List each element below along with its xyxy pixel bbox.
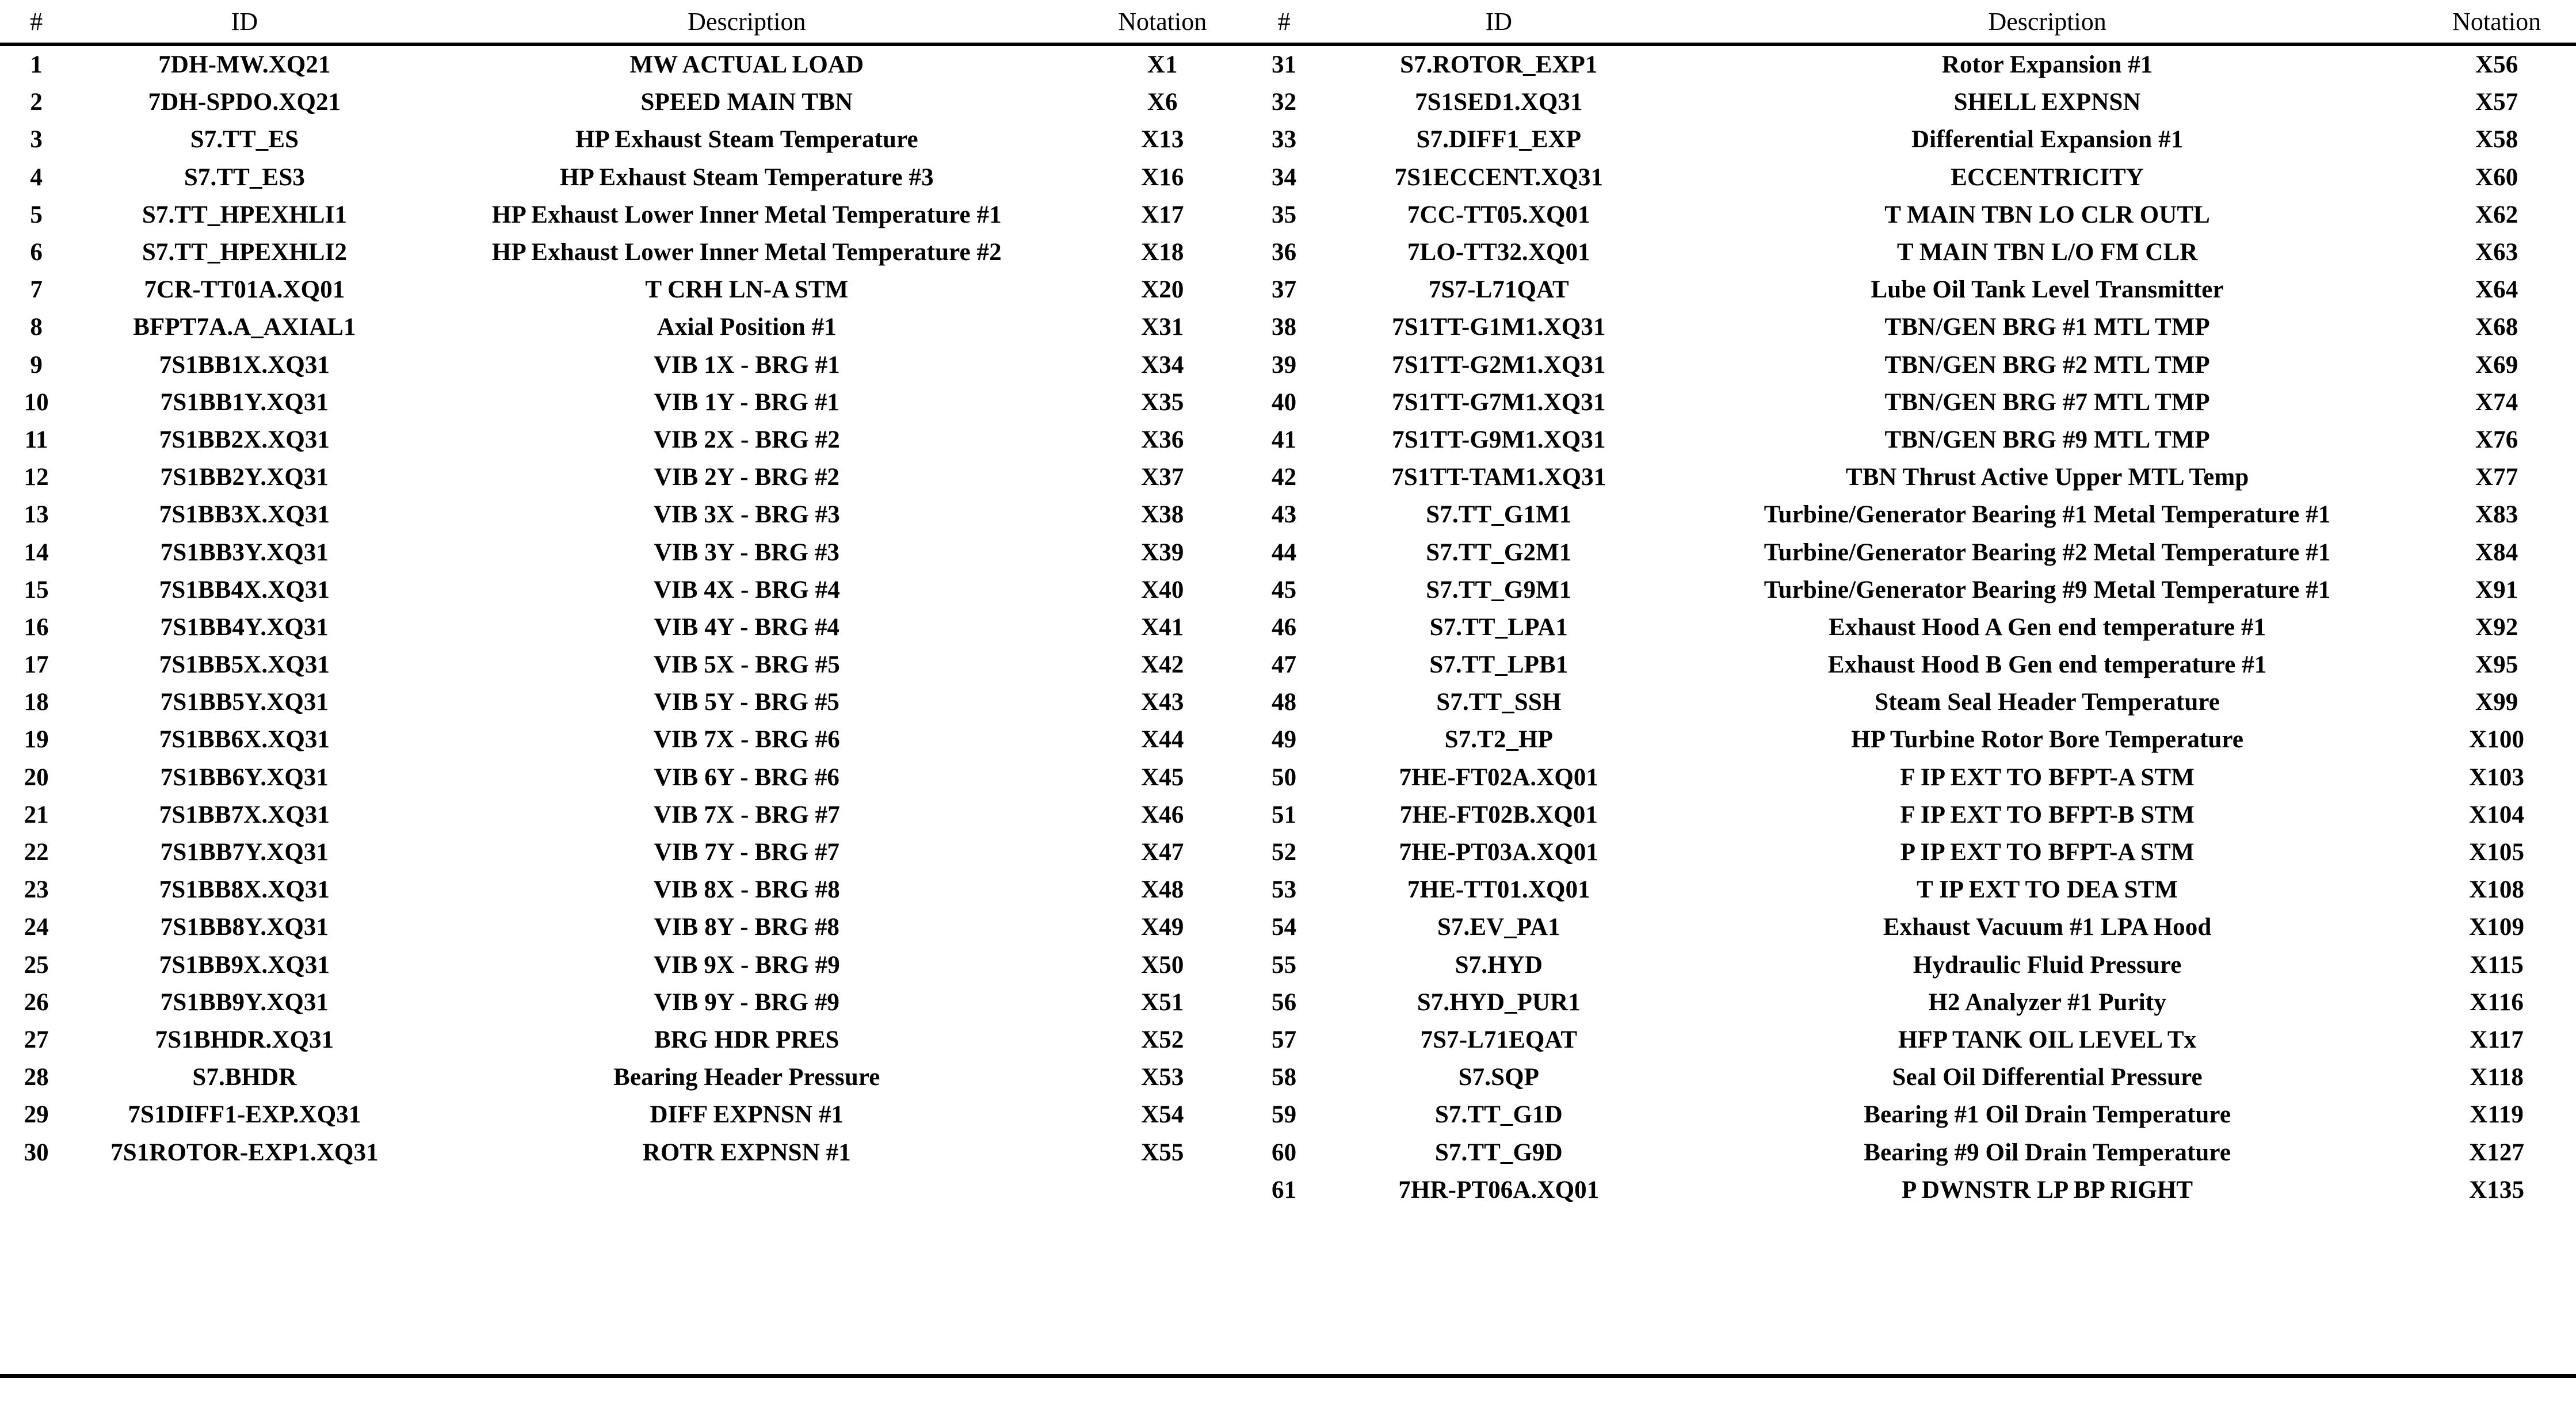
row-description-right: Turbine/Generator Bearing #2 Metal Temperature #1	[1764, 538, 2331, 566]
row-id-right: S7.TT_G1M1	[1426, 501, 1572, 529]
row-num-left: 7	[30, 276, 43, 304]
row-id-left: S7.TT_ES3	[184, 163, 305, 191]
table-row	[0, 384, 2576, 421]
row-notation-left: X49	[1141, 914, 1184, 941]
row-description-left: MW ACTUAL LOAD	[629, 51, 864, 79]
table-row	[0, 1059, 2576, 1096]
row-num-left: 22	[24, 839, 49, 866]
row-id-right: S7.TT_G1D	[1434, 1101, 1563, 1129]
row-id-right: S7.TT_SSH	[1436, 689, 1562, 716]
row-num-right: 35	[1271, 201, 1297, 228]
row-notation-left: X40	[1141, 576, 1184, 603]
table-row	[0, 308, 2576, 346]
row-id-left: 7S1BB2Y.XQ31	[160, 464, 329, 491]
row-description-right: Turbine/Generator Bearing #1 Metal Temperature #1	[1764, 501, 2331, 529]
row-notation-right: X135	[2469, 1176, 2525, 1204]
row-notation-left: X34	[1141, 351, 1184, 379]
row-num-left: 24	[24, 914, 49, 941]
row-description-left: HP Exhaust Lower Inner Metal Temperature #1	[491, 201, 1002, 228]
row-notation-left: X41	[1141, 613, 1184, 641]
table-row	[0, 796, 2576, 834]
row-num-left: 9	[30, 351, 43, 379]
row-num-right: 37	[1271, 276, 1297, 304]
row-num-left: 10	[24, 388, 49, 416]
row-notation-right: X115	[2470, 951, 2524, 979]
table-row	[0, 834, 2576, 871]
row-notation-right: X104	[2469, 801, 2525, 828]
row-num-left: 21	[24, 801, 49, 828]
row-id-left: S7.TT_ES	[190, 126, 299, 154]
row-id-left: 7S1BB1X.XQ31	[159, 351, 330, 379]
row-id-right: S7.TT_LPA1	[1429, 613, 1568, 641]
row-id-left: 7S1BB1Y.XQ31	[160, 388, 329, 416]
row-notation-left	[1077, 1171, 1247, 1209]
row-description-right: TBN/GEN BRG #2 MTL TMP	[1884, 351, 2210, 379]
row-description-right: Exhaust Vacuum #1 LPA Hood	[1883, 914, 2212, 941]
row-description-right: Turbine/Generator Bearing #9 Metal Temperature #1	[1764, 576, 2331, 603]
row-num-left: 4	[30, 163, 43, 191]
row-notation-right: X62	[2475, 201, 2518, 228]
table-row	[0, 1171, 2576, 1209]
row-id-right: 7HE-FT02B.XQ01	[1399, 801, 1598, 828]
table-header-row	[0, 0, 2576, 44]
row-id-right: 7S1ECCENT.XQ31	[1394, 163, 1604, 191]
row-description-right: T MAIN TBN LO CLR OUTL	[1884, 201, 2210, 228]
row-num-right: 41	[1271, 426, 1297, 453]
row-description-left: VIB 2X - BRG #2	[653, 426, 840, 453]
row-notation-left: X51	[1141, 988, 1184, 1016]
table-row	[0, 196, 2576, 234]
row-num-right: 51	[1271, 801, 1297, 828]
row-description-right: Rotor Expansion #1	[1941, 51, 2153, 79]
table-row	[0, 1133, 2576, 1171]
row-notation-left: X37	[1141, 464, 1184, 491]
row-notation-right: X119	[2470, 1101, 2524, 1129]
row-id-left: 7S1BB9Y.XQ31	[160, 988, 329, 1016]
row-notation-right: X64	[2475, 276, 2518, 304]
table-row	[0, 946, 2576, 984]
row-description-right: Bearing #9 Oil Drain Temperature	[1864, 1139, 2231, 1166]
row-description-left: ROTR EXPNSN #1	[642, 1139, 851, 1166]
row-notation-left: X6	[1147, 89, 1178, 116]
row-description-right: F IP EXT TO BFPT-B STM	[1900, 801, 2195, 828]
row-notation-left: X18	[1141, 239, 1184, 266]
row-description-right: Bearing #1 Oil Drain Temperature	[1864, 1101, 2231, 1129]
table-row	[0, 1021, 2576, 1059]
row-description-right: Lube Oil Tank Level Transmitter	[1871, 276, 2224, 304]
row-notation-left: X38	[1141, 501, 1184, 529]
row-notation-left: X52	[1141, 1026, 1184, 1053]
row-num-left	[0, 1171, 72, 1209]
row-description-right: Steam Seal Header Temperature	[1875, 689, 2220, 716]
row-notation-right: X116	[2470, 988, 2524, 1016]
row-id-left: 7S1BB6Y.XQ31	[160, 763, 329, 791]
table-row	[0, 984, 2576, 1021]
row-id-right: 7S1SED1.XQ31	[1415, 89, 1583, 116]
row-notation-right: X57	[2475, 89, 2518, 116]
row-description-left: VIB 8Y - BRG #8	[654, 914, 840, 941]
row-num-right: 48	[1271, 689, 1297, 716]
row-num-left: 6	[30, 239, 43, 266]
row-num-left: 18	[24, 689, 49, 716]
column-header-desc-left: Description	[417, 0, 1078, 44]
row-num-left: 13	[24, 501, 49, 529]
column-header-id-left: ID	[72, 0, 416, 44]
column-header-desc-right: Description	[1677, 0, 2417, 44]
table-row	[0, 533, 2576, 571]
row-notation-right: X92	[2475, 613, 2518, 641]
row-notation-left: X16	[1141, 163, 1184, 191]
column-header-notation-right: Notation	[2417, 0, 2576, 44]
table-row	[0, 871, 2576, 908]
row-num-right: 49	[1271, 726, 1297, 754]
row-notation-right: X83	[2475, 501, 2518, 529]
row-num-left: 12	[24, 464, 49, 491]
table-row	[0, 44, 2576, 83]
row-description-right: TBN/GEN BRG #1 MTL TMP	[1884, 314, 2210, 341]
row-description-left: VIB 3Y - BRG #3	[654, 538, 840, 566]
row-description-right: TBN Thrust Active Upper MTL Temp	[1845, 464, 2249, 491]
row-notation-left: X36	[1141, 426, 1184, 453]
table-row	[0, 346, 2576, 384]
row-description-left: VIB 8X - BRG #8	[653, 876, 840, 904]
row-id-left: S7.TT_HPEXHLI1	[142, 201, 348, 228]
row-num-right: 39	[1271, 351, 1297, 379]
row-id-right: 7HE-FT02A.XQ01	[1399, 763, 1599, 791]
row-id-right: S7.HYD	[1455, 951, 1543, 979]
row-num-right: 50	[1271, 763, 1297, 791]
row-num-left: 8	[30, 314, 43, 341]
row-notation-right: X77	[2475, 464, 2518, 491]
row-description-left: Bearing Header Pressure	[613, 1064, 880, 1091]
table-row	[0, 759, 2576, 796]
row-num-left: 1	[30, 51, 43, 79]
row-id-right: 7S1TT-G9M1.XQ31	[1392, 426, 1606, 453]
row-notation-right: X118	[2470, 1064, 2524, 1091]
row-notation-right: X108	[2469, 876, 2525, 904]
row-description-left: DIFF EXPNSN #1	[650, 1101, 844, 1129]
row-description-left: VIB 5X - BRG #5	[653, 651, 840, 679]
row-description-right: T MAIN TBN L/O FM CLR	[1896, 239, 2198, 266]
row-notation-right: X60	[2475, 163, 2518, 191]
row-notation-right: X56	[2475, 51, 2518, 79]
column-header-id-right: ID	[1321, 0, 1677, 44]
row-notation-left: X31	[1141, 314, 1184, 341]
row-num-left: 2	[30, 89, 43, 116]
column-header-notation-left: Notation	[1077, 0, 1247, 44]
row-num-right: 61	[1271, 1176, 1297, 1204]
row-num-left: 15	[24, 576, 49, 603]
row-notation-right: X99	[2475, 689, 2518, 716]
row-notation-left: X46	[1141, 801, 1184, 828]
row-notation-left: X20	[1141, 276, 1184, 304]
row-num-right: 42	[1271, 464, 1297, 491]
row-id-left: 7S1BB7Y.XQ31	[160, 839, 329, 866]
row-num-right: 31	[1271, 51, 1297, 79]
row-id-left: 7S1BB9X.XQ31	[159, 951, 330, 979]
row-notation-right: X95	[2475, 651, 2518, 679]
row-num-left: 3	[30, 126, 43, 154]
row-id-right: 7S7-L71QAT	[1428, 276, 1569, 304]
row-id-left: BFPT7A.A_AXIAL1	[133, 314, 356, 341]
row-description-right: Hydraulic Fluid Pressure	[1913, 951, 2182, 979]
row-id-right: S7.TT_LPB1	[1429, 651, 1569, 679]
row-num-right: 57	[1271, 1026, 1297, 1053]
row-description-right: ECCENTRICITY	[1951, 163, 2144, 191]
row-num-right: 54	[1271, 914, 1297, 941]
row-description-right: TBN/GEN BRG #9 MTL TMP	[1884, 426, 2210, 453]
row-num-right: 38	[1271, 314, 1297, 341]
row-description-right: Exhaust Hood B Gen end temperature #1	[1827, 651, 2267, 679]
row-notation-left: X55	[1141, 1139, 1184, 1166]
row-notation-right: X68	[2475, 314, 2518, 341]
row-num-right: 40	[1271, 388, 1297, 416]
row-id-right: 7S1TT-G2M1.XQ31	[1392, 351, 1606, 379]
row-num-left: 14	[24, 538, 49, 566]
row-description-right: P DWNSTR LP BP RIGHT	[1902, 1176, 2193, 1204]
row-notation-left: X13	[1141, 126, 1184, 154]
table-row	[0, 421, 2576, 459]
row-notation-right: X74	[2475, 388, 2518, 416]
row-id-left: 7S1BB6X.XQ31	[159, 726, 330, 754]
row-description-right: HFP TANK OIL LEVEL Tx	[1898, 1026, 2197, 1053]
row-description-left: VIB 9Y - BRG #9	[654, 988, 840, 1016]
row-num-right: 52	[1271, 839, 1297, 866]
row-notation-right: X127	[2469, 1139, 2525, 1166]
row-num-left: 23	[24, 876, 49, 904]
row-notation-left: X44	[1141, 726, 1184, 754]
row-id-right: 7CC-TT05.XQ01	[1407, 201, 1590, 228]
table-bottom-rule	[0, 1374, 2576, 1378]
row-num-right: 59	[1271, 1101, 1297, 1129]
column-header-num-left: #	[0, 0, 72, 44]
row-num-left: 26	[24, 988, 49, 1016]
row-num-left: 29	[24, 1101, 49, 1129]
row-notation-right: X105	[2469, 839, 2525, 866]
table-row	[0, 609, 2576, 646]
row-num-right: 45	[1271, 576, 1297, 603]
row-num-right: 53	[1271, 876, 1297, 904]
row-id-left: 7S1ROTOR-EXP1.XQ31	[110, 1139, 379, 1166]
table-body	[0, 44, 2576, 1209]
row-num-left: 20	[24, 763, 49, 791]
row-description-left: VIB 4Y - BRG #4	[654, 613, 840, 641]
row-description-left: VIB 5Y - BRG #5	[654, 689, 840, 716]
row-num-right: 36	[1271, 239, 1297, 266]
row-description-left: VIB 7X - BRG #7	[653, 801, 840, 828]
row-description-right: H2 Analyzer #1 Purity	[1928, 988, 2166, 1016]
row-id-left: 7S1BB5Y.XQ31	[160, 689, 329, 716]
row-notation-left: X43	[1141, 689, 1184, 716]
row-id-left: 7S1BB3Y.XQ31	[160, 538, 329, 566]
row-id-right: S7.TT_G2M1	[1426, 538, 1572, 566]
row-id-left: 7S1BB4Y.XQ31	[160, 613, 329, 641]
row-id-right: S7.TT_G9D	[1434, 1139, 1563, 1166]
row-description-left: T CRH LN-A STM	[645, 276, 849, 304]
row-description-right: Exhaust Hood A Gen end temperature #1	[1829, 613, 2266, 641]
row-notation-left: X47	[1141, 839, 1184, 866]
table-row	[0, 159, 2576, 196]
row-notation-left: X54	[1141, 1101, 1184, 1129]
row-description-left	[417, 1171, 1078, 1209]
row-id-left: 7S1BB2X.XQ31	[159, 426, 330, 453]
table-row	[0, 121, 2576, 158]
row-description-right: TBN/GEN BRG #7 MTL TMP	[1884, 388, 2210, 416]
row-description-right: HP Turbine Rotor Bore Temperature	[1851, 726, 2244, 754]
table-row	[0, 1096, 2576, 1133]
row-id-left: 7S1BB3X.XQ31	[159, 501, 330, 529]
row-description-left: VIB 7Y - BRG #7	[654, 839, 840, 866]
row-num-left: 11	[24, 426, 48, 453]
row-id-left: 7S1BB5X.XQ31	[159, 651, 330, 679]
table-row	[0, 496, 2576, 533]
row-num-right: 58	[1271, 1064, 1297, 1091]
row-num-right: 47	[1271, 651, 1297, 679]
row-notation-right: X91	[2475, 576, 2518, 603]
row-num-left: 17	[24, 651, 49, 679]
row-id-right: 7S1TT-G7M1.XQ31	[1392, 388, 1606, 416]
row-num-right: 56	[1271, 988, 1297, 1016]
row-notation-left: X1	[1147, 51, 1178, 79]
row-notation-left: X35	[1141, 388, 1184, 416]
row-description-right: Seal Oil Differential Pressure	[1892, 1064, 2203, 1091]
row-notation-left: X50	[1141, 951, 1184, 979]
row-id-right: S7.HYD_PUR1	[1417, 988, 1581, 1016]
table-row	[0, 646, 2576, 683]
row-notation-left: X17	[1141, 201, 1184, 228]
row-id-left: 7S1BB7X.XQ31	[159, 801, 330, 828]
row-id-right: 7S1TT-G1M1.XQ31	[1392, 314, 1606, 341]
row-description-left: VIB 9X - BRG #9	[653, 951, 840, 979]
row-num-right: 34	[1271, 163, 1297, 191]
row-description-left: BRG HDR PRES	[654, 1026, 839, 1053]
row-num-right: 32	[1271, 89, 1297, 116]
row-num-right: 60	[1271, 1139, 1297, 1166]
row-description-left: VIB 3X - BRG #3	[653, 501, 840, 529]
row-description-left: VIB 1Y - BRG #1	[654, 388, 840, 416]
row-notation-right: X76	[2475, 426, 2518, 453]
row-notation-right: X109	[2469, 914, 2525, 941]
table-row	[0, 234, 2576, 271]
row-description-left: VIB 7X - BRG #6	[653, 726, 840, 754]
row-notation-right: X69	[2475, 351, 2518, 379]
row-description-right: P IP EXT TO BFPT-A STM	[1900, 839, 2195, 866]
row-id-right: S7.DIFF1_EXP	[1416, 126, 1582, 154]
row-id-right: 7S1TT-TAM1.XQ31	[1391, 464, 1606, 491]
row-id-right: S7.ROTOR_EXP1	[1400, 51, 1598, 79]
row-num-left: 16	[24, 613, 49, 641]
row-notation-right: X84	[2475, 538, 2518, 566]
row-notation-left: X42	[1141, 651, 1184, 679]
row-id-right: 7HE-PT03A.XQ01	[1399, 839, 1599, 866]
row-description-left: HP Exhaust Steam Temperature	[575, 126, 918, 154]
row-num-right: 55	[1271, 951, 1297, 979]
row-notation-left: X39	[1141, 538, 1184, 566]
row-notation-right: X100	[2469, 726, 2525, 754]
row-id-left: 7S1BB8Y.XQ31	[160, 914, 329, 941]
row-description-left: HP Exhaust Lower Inner Metal Temperature #2	[491, 239, 1002, 266]
row-description-left: VIB 4X - BRG #4	[653, 576, 840, 603]
row-num-right: 46	[1271, 613, 1297, 641]
row-id-right: 7HE-TT01.XQ01	[1407, 876, 1590, 904]
table-row	[0, 459, 2576, 496]
row-id-left: S7.BHDR	[192, 1064, 297, 1091]
row-description-left: VIB 1X - BRG #1	[653, 351, 840, 379]
row-num-left: 5	[30, 201, 43, 228]
row-num-left: 27	[24, 1026, 49, 1053]
row-description-left: SPEED MAIN TBN	[640, 89, 853, 116]
row-description-right: T IP EXT TO DEA STM	[1917, 876, 2178, 904]
row-id-right: 7LO-TT32.XQ01	[1407, 239, 1590, 266]
row-id-left: 7S1BB8X.XQ31	[159, 876, 330, 904]
row-description-left: HP Exhaust Steam Temperature #3	[559, 163, 934, 191]
row-id-left: 7S1BB4X.XQ31	[159, 576, 330, 603]
row-num-left: 19	[24, 726, 49, 754]
row-id-right: S7.TT_G9M1	[1426, 576, 1572, 603]
table-row	[0, 908, 2576, 946]
table-header	[0, 0, 2576, 44]
row-num-right: 44	[1271, 538, 1297, 566]
table-row	[0, 683, 2576, 721]
row-description-left: Axial Position #1	[657, 314, 837, 341]
table-row	[0, 271, 2576, 308]
column-header-num-right: #	[1247, 0, 1320, 44]
row-id-right: 7HR-PT06A.XQ01	[1398, 1176, 1600, 1204]
row-id-left: 7S1DIFF1-EXP.XQ31	[128, 1101, 361, 1129]
row-notation-right: X103	[2469, 763, 2525, 791]
row-notation-left: X45	[1141, 763, 1184, 791]
table-row	[0, 571, 2576, 609]
row-num-right: 43	[1271, 501, 1297, 529]
row-num-left: 30	[24, 1139, 49, 1166]
row-num-left: 28	[24, 1064, 49, 1091]
row-notation-right: X58	[2475, 126, 2518, 154]
table-row	[0, 721, 2576, 758]
row-notation-left: X53	[1141, 1064, 1184, 1091]
row-id-right: S7.EV_PA1	[1437, 914, 1560, 941]
row-description-left: VIB 6Y - BRG #6	[654, 763, 840, 791]
row-notation-right: X117	[2470, 1026, 2524, 1053]
row-id-left	[72, 1171, 416, 1209]
row-notation-right: X63	[2475, 239, 2518, 266]
row-id-right: S7.T2_HP	[1444, 726, 1554, 754]
row-id-left: S7.TT_HPEXHLI2	[142, 239, 348, 266]
row-id-left: 7DH-MW.XQ21	[158, 51, 331, 79]
row-description-right: SHELL EXPNSN	[1953, 89, 2141, 116]
table-row	[0, 83, 2576, 121]
row-description-right: Differential Expansion #1	[1911, 126, 2184, 154]
row-num-right: 33	[1271, 126, 1297, 154]
row-num-left: 25	[24, 951, 49, 979]
row-id-left: 7CR-TT01A.XQ01	[144, 276, 345, 304]
row-description-left: VIB 2Y - BRG #2	[654, 464, 840, 491]
row-notation-left: X48	[1141, 876, 1184, 904]
row-id-right: 7S7-L71EQAT	[1420, 1026, 1578, 1053]
row-id-right: S7.SQP	[1458, 1064, 1540, 1091]
row-id-left: 7S1BHDR.XQ31	[155, 1026, 334, 1053]
row-id-left: 7DH-SPDO.XQ21	[148, 89, 341, 116]
row-description-right: F IP EXT TO BFPT-A STM	[1900, 763, 2195, 791]
